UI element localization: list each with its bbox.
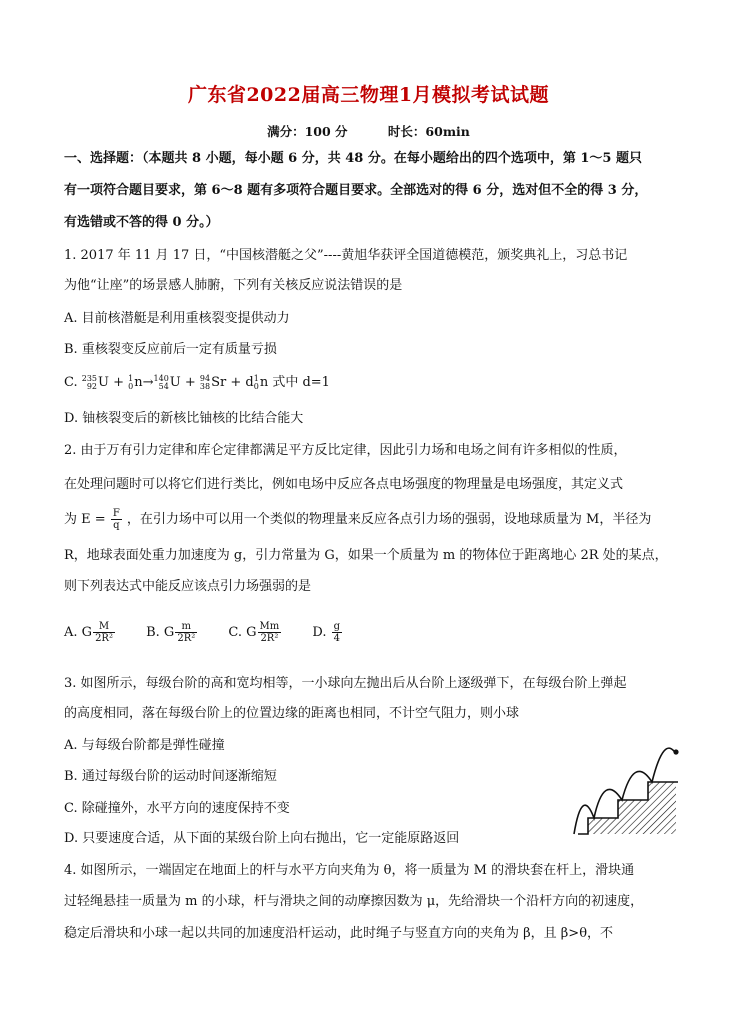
q2-stem-line: 2. 由于万有引力定律和库仑定律都满足平方反比定律，因此引力场和电场之间有许多相似的性质， <box>64 443 627 458</box>
staircase-figure <box>568 746 680 838</box>
q1-option-c <box>64 374 330 392</box>
q3-option-c: C. 除碰撞外，水平方向的速度保持不变 <box>64 801 290 816</box>
q2-option-b: B. G $\frac{m}{\text{2R²}}$ <box>146 621 196 644</box>
duration: 时长：60min <box>387 124 470 139</box>
q2-stem-line: R，地球表面处重力加速度为 g，引力常量为 G，如果一个质量为 m 的物体位于距离地心 2R 处的某点， <box>64 548 668 563</box>
q2-options <box>64 621 369 644</box>
q2-option-d: D. $\frac{g}{4}$ <box>312 621 341 644</box>
q2-option-c: C. G $\frac{Mm}{\text{2R²}}$ <box>228 621 280 644</box>
ball <box>673 749 678 754</box>
nuclear-equation: 235 92U + 1 0n→140 54U + 94 38Sr + d1 0n <box>81 373 273 391</box>
section-instructions-line: 一、选择题：（本题共 8 小题，每小题 6 分，共 48 分。在每小题给出的四个选项中，第 1～5 题只 <box>64 151 642 166</box>
q3-stem-line: 的高度相同，落在每级台阶上的位置边缘的距离也相同，不计空气阻力，则小球 <box>64 706 520 721</box>
q2-stem-line <box>64 508 651 531</box>
page-title: 广东省2022届高三物理1月模拟考试试题 <box>187 84 550 106</box>
stairs-hatching <box>588 782 676 834</box>
q3-option-b: B. 通过每级台阶的运动时间逐渐缩短 <box>64 769 277 784</box>
section-instructions-line: 有选错或不答的得 0 分。） <box>64 215 219 230</box>
q3-stem-line: 3. 如图所示，每级台阶的高和宽均相等，一小球向左抛出后从台阶上逐级弹下，在每级台阶上弹起 <box>64 676 627 691</box>
full-score: 满分：100 分 <box>267 124 348 139</box>
q1-stem-line: 1. 2017 年 11 月 17 日，“中国核潜艇之父”----黄旭华获评全国道德模范，颁奖典礼上，习总书记 <box>64 248 628 263</box>
field-formula: E = $\frac{F}{q}$ <box>81 508 120 531</box>
q1-stem-line: 为他“让座”的场景感人肺腑，下列有关核反应说法错误的是 <box>64 278 403 293</box>
q2-stem-line: 则下列表达式中能反应该点引力场强弱的是 <box>64 579 312 594</box>
exam-meta <box>0 122 737 140</box>
q1-option-b: B. 重核裂变反应前后一定有质量亏损 <box>64 342 277 357</box>
q1-option-a: A. 目前核潜艇是利用重核裂变提供动力 <box>64 311 290 326</box>
q1-option-c-suffix: 式中 d=1 <box>272 375 330 390</box>
section-instructions-line: 有一项符合题目要求，第 6～8 题有多项符合题目要求。全部选对的得 6 分，选对但不全的得 3 分， <box>64 183 648 198</box>
q4-stem-line: 4. 如图所示，一端固定在地面上的杆与水平方向夹角为 θ，将一质量为 M 的滑块套在杆上，滑块通 <box>64 863 635 878</box>
q3-option-d: D. 只要速度合适，从下面的某级台阶上向右抛出，它一定能原路返回 <box>64 831 460 846</box>
q2-line3-suffix: ，在引力场中可以用一个类似的物理量来反应各点引力场的强弱，设地球质量为 M，半径为 <box>126 512 652 527</box>
q2-line3-prefix: 为 <box>64 512 78 527</box>
q2-stem-line: 在处理问题时可以将它们进行类比，例如电场中反应各点电场强度的物理量是电场强度，其定义式 <box>64 477 624 492</box>
q1-option-c-label: C. <box>64 375 82 390</box>
q4-stem-line: 稳定后滑块和小球一起以共同的加速度沿杆运动，此时绳子与竖直方向的夹角为 β，且 β>θ，不 <box>64 926 614 941</box>
q2-option-a: A. G $\frac{M}{\text{2R²}}$ <box>64 621 113 644</box>
q4-stem-line: 过轻绳悬挂一质量为 m 的小球，杆与滑块之间的动摩擦因数为 μ，先给滑块一个沿杆方向的初速度， <box>64 894 644 909</box>
q1-option-d: D. 铀核裂变后的新核比铀核的比结合能大 <box>64 411 304 426</box>
q3-option-a: A. 与每级台阶都是弹性碰撞 <box>64 738 225 753</box>
